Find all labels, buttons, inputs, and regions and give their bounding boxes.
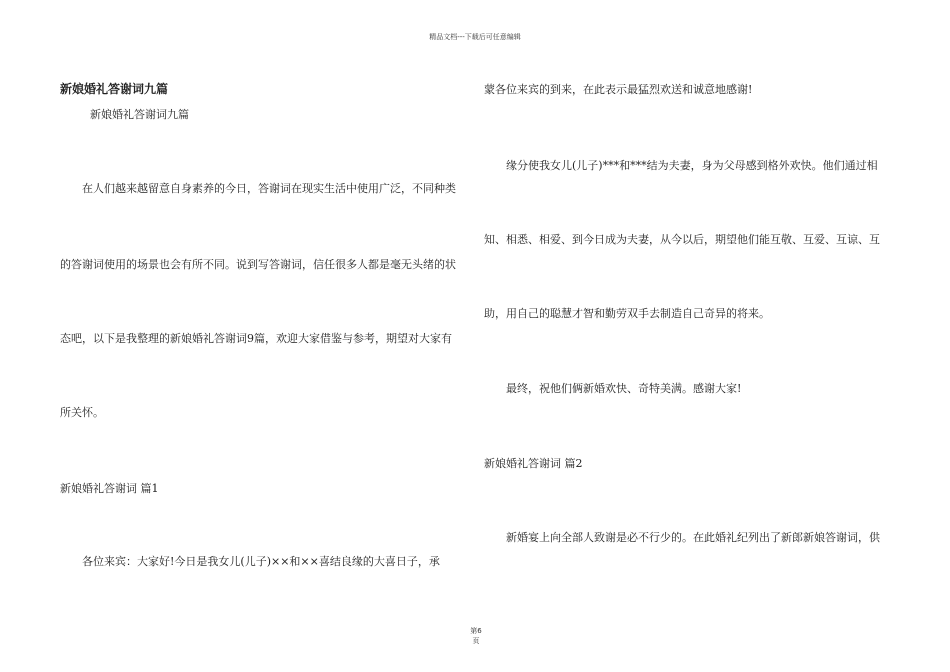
intro-line: 所关怀。	[60, 406, 104, 419]
intro-line: 在人们越来越留意自身素养的今日，答谢词在现实生活中使用广泛，不同种类	[82, 182, 456, 195]
body-line: 新婚宴上向全部人致谢是必不行少的。在此婚礼纪列出了新郎新娘答谢词，供	[506, 531, 880, 544]
document-title: 新娘婚礼答谢词九篇	[60, 82, 169, 96]
body-line: 各位来宾：大家好!今日是我女儿(儿子)××和××喜结良缘的大喜日子，承	[82, 555, 440, 568]
intro-line: 的答谢词使用的场景也会有所不同。说到写答谢词，信任很多人都是毫无头绪的状	[60, 258, 456, 271]
page-number	[466, 626, 486, 646]
section-heading: 新娘婚礼答谢词 篇1	[60, 482, 159, 495]
body-line: 蒙各位来宾的到来，在此表示最猛烈欢送和诚意地感谢!	[484, 83, 753, 96]
document-subtitle: 新娘婚礼答谢词九篇	[90, 108, 189, 121]
intro-line: 态吧，以下是我整理的新娘婚礼答谢词9篇，欢迎大家借鉴与参考，期望对大家有	[60, 332, 452, 345]
page-header: 精品文档---下载后可任意编辑	[429, 33, 521, 41]
page-number-suffix: 页	[472, 637, 480, 645]
body-line: 助，用自己的聪慧才智和勤劳双手去制造自己奇异的将来。	[484, 307, 770, 320]
body-line: 缘分使我女儿(儿子)***和***结为夫妻，身为父母感到格外欢快。他们通过相	[506, 159, 878, 172]
body-line: 最终，祝他们俩新婚欢快、奇特美满。感谢大家!	[506, 382, 742, 395]
body-line: 知、相悉、相爱、到今日成为夫妻，从今以后，期望他们能互敬、互爱、互谅、互	[484, 233, 880, 246]
page-number-line: 第6	[470, 627, 482, 635]
section-heading: 新娘婚礼答谢词 篇2	[484, 457, 583, 470]
